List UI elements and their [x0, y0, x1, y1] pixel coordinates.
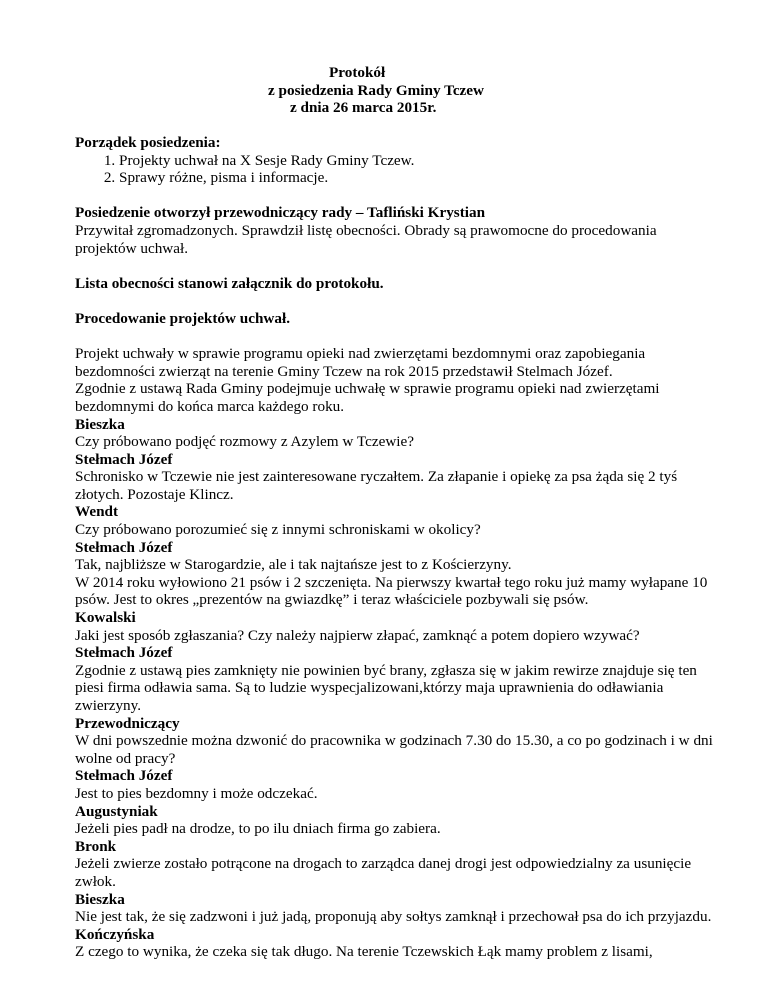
speaker-name: Augustyniak	[75, 802, 158, 820]
speaker-name: Przewodniczący	[75, 714, 180, 732]
dialogue-section	[75, 416, 715, 961]
title-line-1: Protokół	[329, 64, 386, 81]
speaker-statement: Czy próbowano podjęć rozmowy z Azylem w Tczewie?	[75, 433, 414, 451]
speaker-name: Wendt	[75, 503, 119, 521]
title-line-2: z posiedzenia Rady Gminy Tczew	[268, 81, 485, 99]
opening-heading: Posiedzenie otworzył przewodniczący rady – Tafliński Krystian	[75, 204, 486, 222]
speaker-statement: Jest to pies bezdomny i może odczekać.	[75, 784, 318, 802]
agenda-heading: Porządek posiedzenia:	[75, 134, 221, 151]
speaker-statement: Z czego to wynika, że czeka się tak długo. Na terenie Tczewskich Łąk mamy problem z lisami,	[75, 943, 653, 961]
speaker-name: Kończyńska	[75, 925, 155, 943]
speaker-name: Bieszka	[75, 415, 125, 433]
speaker-name: Bieszka	[75, 890, 125, 908]
speaker-statement: W 2014 roku wyłowiono 21 psów i 2 szczenięta. Na pierwszy kwartał tego roku już mamy wyłapane 10 psów. Jest to okres „prezentów na gwiazdkę” i teraz właściciele pozbywali się psów.	[75, 573, 708, 609]
agenda-item: 1. Projekty uchwał na X Sesje Rady Gminy Tczew.	[119, 152, 715, 170]
speaker-name: Kowalski	[75, 609, 136, 627]
speaker-statement: Jeżeli zwierze zostało potrącone na drogach to zarządca danej drogi jest odpowiedzialny za usunięcie zwłok.	[75, 855, 692, 890]
agenda-item: 2. Sprawy różne, pisma i informacje.	[119, 169, 715, 187]
agenda-list	[75, 152, 715, 187]
opening-text: Przywitał zgromadzonych. Sprawdził listę obecności. Obrady są prawomocne do procedowania projektów uchwał.	[75, 221, 657, 257]
attendance-note: Lista obecności stanowi załącznik do protokołu.	[75, 274, 384, 292]
speaker-statement: Czy próbowano porozumieć się z innymi schroniskami w okolicy?	[75, 521, 481, 539]
speaker-statement: Schronisko w Tczewie nie jest zainteresowane ryczałtem. Za złapanie i opiekę za psa żąda się 2 tyś złotych. Pozostaje Klincz.	[75, 468, 678, 503]
speaker-name: Stełmach Józef	[75, 767, 173, 785]
speaker-name: Bronk	[75, 837, 117, 855]
speaker-name: Stełmach Józef	[75, 538, 173, 556]
document-body	[75, 134, 715, 961]
title-line-3: z dnia 26 marca 2015r.	[290, 99, 437, 117]
intro-paragraph: Projekt uchwały w sprawie programu opieki nad zwierzętami bezdomnymi oraz zapobiegania bezdomności zwierząt na terenie Gminy Tczew na rok 2015 przedstawił Stelmach Józef.	[75, 345, 646, 380]
speaker-name: Stełmach Józef	[75, 644, 173, 662]
intro-paragraph: Zgodnie z ustawą Rada Gminy podejmuje uchwałę w sprawie programu opieki nad zwierzętami bezdomnymi do końca marca każdego roku.	[75, 380, 660, 415]
speaker-statement: Nie jest tak, że się zadzwoni i już jadą, proponują aby sołtys zamknął i przechował psa do ich przyjazdu.	[75, 908, 712, 926]
speaker-statement: Zgodnie z ustawą pies zamknięty nie powinien być brany, zgłasza się w jakim rewirze znajduje się ten piesi firma odławia sama. Są to ludzie wyspecjalizowani,którzy maja uprawnienia do odławiania zwierzyny.	[75, 661, 697, 714]
speaker-statement: Jeżeli pies padł na drodze, to po ilu dniach firma go zabiera.	[75, 820, 441, 838]
speaker-statement: Tak, najbliższe w Starogardzie, ale i tak najtańsze jest to z Kościerzyny.	[75, 556, 512, 574]
speaker-statement: W dni powszednie można dzwonić do pracownika w godzinach 7.30 do 15.30, a co po godzinach i w dni wolne od pracy?	[75, 732, 713, 767]
speaker-statement: Jaki jest sposób zgłaszania? Czy należy najpierw złapać, zamknąć a potem dopiero wzywać?	[75, 626, 640, 644]
proceedings-heading: Procedowanie projektów uchwał.	[75, 309, 291, 327]
speaker-name: Stełmach Józef	[75, 450, 173, 468]
